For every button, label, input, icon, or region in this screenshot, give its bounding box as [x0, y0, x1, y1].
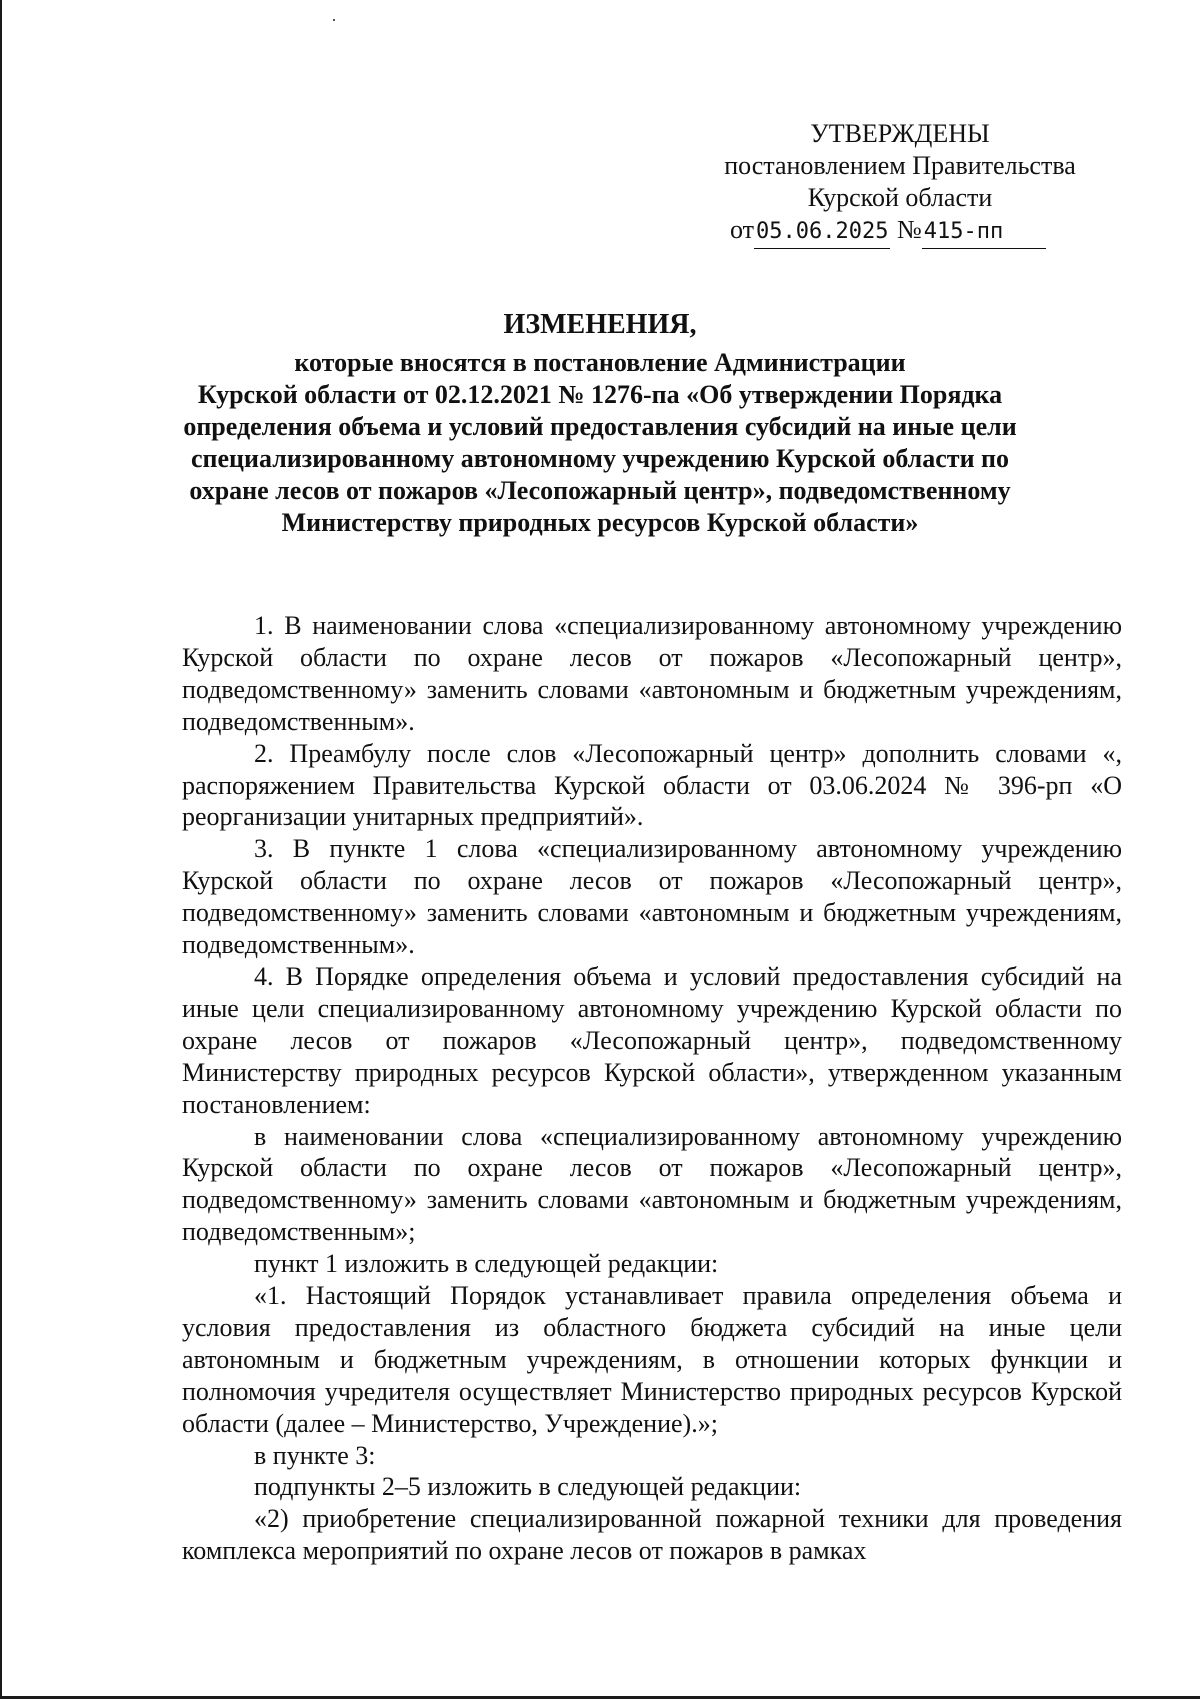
paragraph-1: 1. В наименовании слова «специализированному автономному учреждению Курской области по охране лесов от пожаров «Лесопожарный центр», подведомственному» заменить словами «автономным и бюджетным учреждениям, подведомственным».: [182, 611, 1122, 736]
title-line-3: определения объема и условий предоставления субсидий на иные цели: [183, 412, 1017, 441]
paragraph-4-sub-point-1: пункт 1 изложить в следующей редакции:: [254, 1249, 719, 1279]
approval-line-3: Курской области: [807, 183, 993, 212]
title-line-1: которые вносятся в постановление Администрации: [294, 348, 906, 377]
approval-date-prefix: от: [730, 215, 755, 244]
scan-speck: [333, 19, 335, 21]
approval-line-2: постановлением Правительства: [724, 151, 1076, 180]
paragraph-4-sub-naming: в наименовании слова «специализированному автономному учреждению Курской области по охране лесов от пожаров «Лесопожарный центр», подведомственному» заменить словами «автономным и бюджетным учреждениям, подведомственным»;: [182, 1121, 1122, 1247]
approval-date: 05.06.2025: [754, 216, 890, 249]
scan-border-left: [0, 0, 2, 1699]
approval-number: 415-пп: [922, 216, 1046, 249]
paragraph-4-subpoints-2-5: подпункты 2–5 изложить в следующей редакции:: [254, 1472, 802, 1502]
approval-date-line: [700, 214, 1100, 249]
document-title: [150, 309, 1050, 539]
paragraph-4-sub-point-3: в пункте 3:: [254, 1440, 376, 1470]
paragraph-4: 4. В Порядке определения объема и условий предоставления субсидий на иные цели специализированному автономному учреждению Курской области по охране лесов от пожаров «Лесопожарный центр», подведомственному Министерству природных ресурсов Курской области», утвержденном указанным постановлением:: [182, 961, 1122, 1119]
paragraph-4-point-1-text: «1. Настоящий Порядок устанавливает правила определения объема и условия предоставления из областного бюджета субсидий на иные цели автономным и бюджетным учреждениям, в отношении которых функции и полномочия учредителя осуществляет Министерство природных ресурсов Курской области (далее – Министерство, Учреждение).»;: [182, 1281, 1122, 1438]
approval-line-1: УТВЕРЖДЕНЫ: [810, 119, 990, 148]
title-line-2: Курской области от 02.12.2021 № 1276-па «Об утверждении Порядка: [197, 380, 1003, 409]
paragraph-2: 2. Преамбулу после слов «Лесопожарный центр» дополнить словами «, распоряжением Правительства Курской области от 03.06.2024 № 396-рп «О реорганизации унитарных предприятий».: [182, 738, 1122, 832]
title-line-6: Министерству природных ресурсов Курской области»: [281, 508, 919, 537]
approval-number-sign: №: [896, 215, 922, 244]
paragraph-4-subpoint-2-text: «2) приобретение специализированной пожарной техники для проведения комплекса мероприятий по охране лесов от пожаров в рамках: [182, 1504, 1122, 1566]
document-body: [182, 610, 1122, 1567]
approval-stamp: [700, 118, 1100, 249]
title-line-5: охране лесов от пожаров «Лесопожарный центр», подведомственному: [189, 476, 1011, 505]
paragraph-3: 3. В пункте 1 слова «специализированному автономному учреждению Курской области по охране лесов от пожаров «Лесопожарный центр», подведомственному» заменить словами «автономным и бюджетным учреждениям, подведомственным».: [182, 834, 1122, 960]
title-heading: ИЗМЕНЕНИЯ,: [503, 309, 697, 340]
title-line-4: специализированному автономному учреждению Курской области по: [190, 444, 1010, 473]
